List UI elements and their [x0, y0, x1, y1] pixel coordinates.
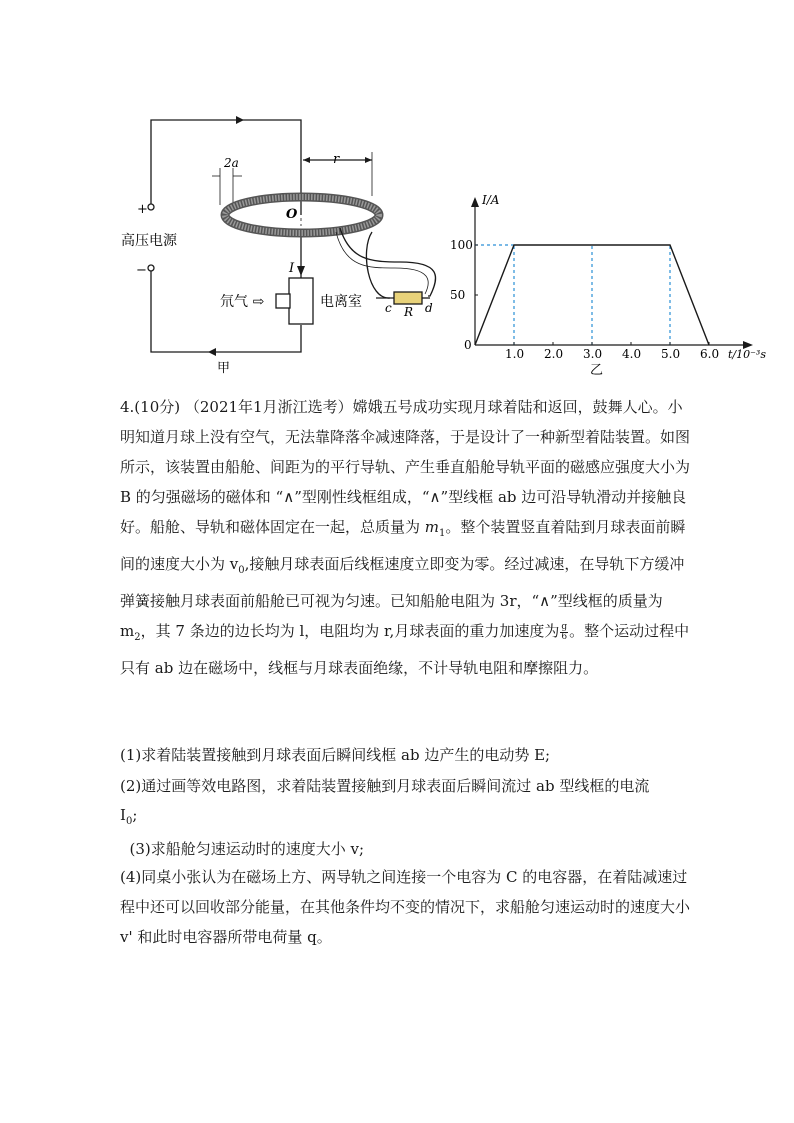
fraction-denominator: 6: [561, 631, 568, 642]
var-m2-sub: 2: [134, 632, 141, 643]
gas-label: 氘气 ⇨: [220, 294, 265, 310]
label-r: r: [333, 152, 340, 167]
x-axis-label: t/10⁻³s: [728, 348, 766, 361]
question-part4: ，其 7 条边的边长均为 l，电阻均为 r,月球表面的重力加速度为: [140, 622, 560, 640]
label-d: d: [425, 301, 433, 315]
y-tick-label-1: 100: [450, 238, 473, 252]
var-v0-sub: 0: [238, 565, 245, 576]
sub-question-3: (3)求船舱匀速运动时的速度大小 v;: [120, 840, 365, 858]
x-tick-label-3: 4.0: [622, 347, 642, 361]
x-tick-label-0: 1.0: [505, 347, 525, 361]
minus-sign: −: [136, 263, 147, 278]
figure-jia: [148, 116, 436, 356]
label-O: O: [286, 207, 298, 222]
sub-question-2: (2)通过画等效电路图，求着陆装置接触到月球表面后瞬间流过 ab 型线框的电流: [120, 777, 650, 795]
x-tick-label-2: 3.0: [583, 347, 603, 361]
power-label: 高压电源: [121, 233, 177, 249]
sub-question-4: (4)同桌小张认为在磁场上方、两导轨之间连接一个电容为 C 的电容器，在着陆减速过程中还可以回收部分能量，在其他条件均不变的情况下，求船舱匀速运动时的速度大小 v' 和此时电容器所带电荷量 q。: [120, 868, 691, 946]
question-part3: ,接触月球表面后线框速度立即变为零。经过减速，在导轨下方缓冲弹簧接触月球表面前船舱已可视为匀速。已知船舱电阻为 3r，“∧”型线框的质量为 m: [120, 555, 685, 640]
var-I0-sub: 0: [125, 816, 133, 827]
circuit-wire-bottom: [151, 268, 301, 352]
ionization-chamber: [289, 278, 313, 324]
plus-sign: +: [137, 202, 148, 217]
figure-yi-chart: [450, 193, 766, 378]
caption-jia: 甲: [217, 361, 231, 376]
caption-yi: 乙: [590, 363, 604, 378]
sub-question-2-current: [120, 806, 137, 827]
label-I: I: [289, 261, 295, 276]
arrow-left-icon: [208, 348, 216, 356]
x-tick-label-4: 5.0: [661, 347, 681, 361]
resistor-R: [394, 292, 422, 304]
chamber-label: 电离室: [320, 294, 362, 310]
arrow-down-icon: [297, 266, 305, 276]
var-m1-sub: 1: [439, 528, 446, 539]
label-c: c: [385, 301, 392, 315]
x-tick-label-5: 6.0: [700, 347, 720, 361]
sub-question-1: (1)求着陆装置接触到月球表面后瞬间线框 ab 边产生的电动势 E;: [120, 746, 551, 764]
y-tick-label-0: 50: [450, 288, 466, 302]
var-I0-end: ;: [132, 806, 138, 824]
x-tick-label-1: 2.0: [544, 347, 564, 361]
y-axis-label: I/A: [482, 193, 500, 207]
fraction-numerator: g: [561, 621, 568, 632]
question-header: 4.(10分) （2021年1月浙江选考）嫦娥五号成功实现月球着陆和返回，鼓舞人心。小明知道月球上没有空气，无法靠降落伞减速降落，于是设计了一种新型着陆装置。如图所示，该装置由船舱、间距为的平行导轨、产生垂直船舱导轨平面的磁感应强度大小为 B 的匀强磁场的磁体和 “∧”型刚性线框组成，“∧”型线框 ab 边可沿导轨滑动并接触良好。船舱、导轨和磁体固定在一起，总质量为: [120, 398, 691, 536]
question-part5: 。整个运动过程中只有 ab 边在磁场中，线框与月球表面绝缘，不计导轨电阻和摩擦阻力。: [120, 622, 690, 677]
label-R: R: [404, 305, 414, 319]
var-m1: m: [424, 518, 440, 536]
label-2a: 2a: [224, 156, 239, 170]
origin-label: 0: [464, 338, 472, 352]
lead-wire: [340, 228, 436, 296]
y-axis-arrow-icon: [471, 197, 479, 207]
var-I0: I: [120, 806, 126, 824]
arrow-right-icon: [236, 116, 244, 124]
question-body: [120, 392, 695, 683]
figures: [0, 0, 794, 380]
fraction-g-over-6: [560, 623, 568, 642]
question-part2: 。整个装置竖直着陆到月球表面前瞬间的速度大小为 v: [120, 518, 686, 573]
